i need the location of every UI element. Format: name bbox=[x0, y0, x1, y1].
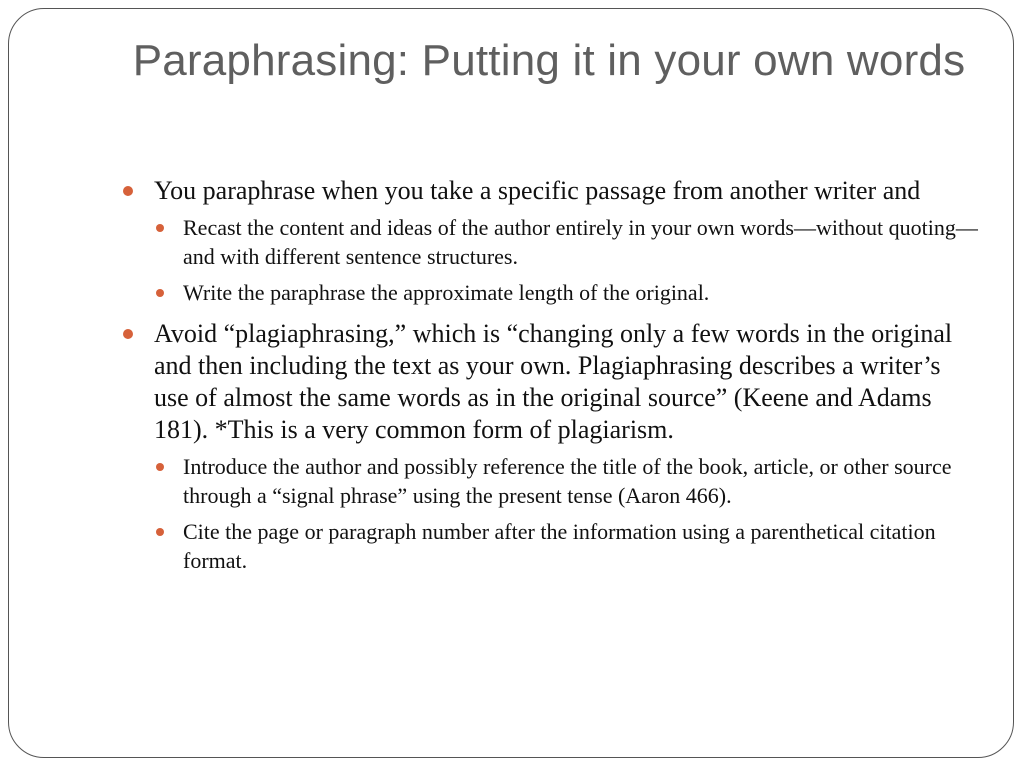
bullet-dot-icon bbox=[123, 329, 133, 339]
bullet-1-sub-2 bbox=[154, 278, 981, 307]
bullet-1 bbox=[121, 175, 981, 207]
bullet-1-text: You paraphrase when you take a specific passage from another writer and bbox=[154, 176, 921, 205]
slide-frame bbox=[8, 8, 1014, 758]
bullet-2 bbox=[121, 318, 981, 446]
bullet-2-text: Avoid “plagiaphrasing,” which is “changing only a few words in the original and then including the text as your own. Plagiaphrasing describes a writer’s use of almost the same words as in the original source” (Keene and Adams 181). *This is a very common form of plagiarism. bbox=[154, 319, 953, 444]
sub-bullet-dot-icon bbox=[156, 224, 164, 232]
bullet-2-sub-1 bbox=[154, 452, 981, 510]
slide-content bbox=[121, 175, 981, 582]
bullet-1-sub-1 bbox=[154, 213, 981, 271]
slide-title: Paraphrasing: Putting it in your own words bbox=[132, 36, 966, 85]
bullet-2-sub-2-text: Cite the page or paragraph number after the information using a parenthetical citation format. bbox=[183, 519, 936, 573]
bullet-2-sub-1-text: Introduce the author and possibly reference the title of the book, article, or other source through a “signal phrase” using the present tense (Aaron 466). bbox=[183, 454, 952, 508]
bullet-1-sub-1-text: Recast the content and ideas of the author entirely in your own words—without quoting—and with different sentence structures. bbox=[183, 215, 978, 269]
bullet-1-sub-2-text: Write the paraphrase the approximate length of the original. bbox=[183, 280, 710, 305]
sub-bullet-dot-icon bbox=[156, 463, 164, 471]
sub-bullet-dot-icon bbox=[156, 289, 164, 297]
bullet-dot-icon bbox=[123, 186, 133, 196]
bullet-2-sub-2 bbox=[154, 517, 981, 575]
sub-bullet-dot-icon bbox=[156, 528, 164, 536]
